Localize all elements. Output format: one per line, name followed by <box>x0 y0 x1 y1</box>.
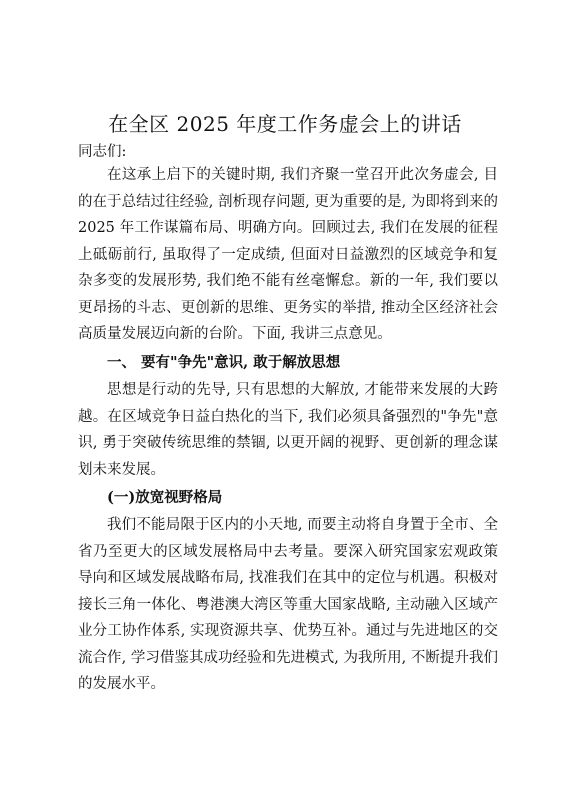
greeting: 同志们: <box>78 144 127 160</box>
section-heading-1: 一、 要有"争先"意识, 敢于解放思想 <box>107 354 341 371</box>
paragraph-subsection-1: 我们不能局限于区内的小天地, 而要主动将自身置于全市、全省乃至更大的区域发展格局中去考量。要深入研究国家宏观政策导向和区域发展战略布局, 找准我们在其中的定位与机遇。积极对接长三角一体化、粤港澳大湾区等重大国家战略, 主动融入区域产业分工协作体系, 实现资源共享、优势互补。通过与先进地区的交流合作, 学习借鉴其成功经验和先进模式, 为我所用, 不断提升我们的发展水平。 <box>78 517 498 692</box>
paragraph-intro: 在这承上启下的关键时期, 我们齐聚一堂召开此次务虚会, 目的在于总结过往经验, 剖析现存问题, 更为重要的是, 为即将到来的 2025 年工作谋篇布局、明确方向。回顾过去, 我们在发展的征程上砥砺前行, 虽取得了一定成绩, 但面对日益激烈的区域竞争和复杂多变的发展形势, 我们绝不能有丝毫懈怠。新的一年, 我们要以更昂扬的斗志、更创新的思维、更务实的举措, 推动全区经济社会高质量发展迈向新的台阶。下面, 我讲三点意见。 <box>78 167 498 342</box>
paragraph-section-1: 思想是行动的先导, 只有思想的大解放, 才能带来发展的大跨越。在区域竞争日益白热化的当下, 我们必须具备强烈的"争先"意识, 勇于突破传统思维的禁锢, 以更开阔的视野、更创新的理念谋划未来发展。 <box>78 382 498 478</box>
subsection-heading-1: (一)放宽视野格局 <box>107 489 223 506</box>
document-title: 在全区 2025 年度工作务虚会上的讲话 <box>108 112 462 136</box>
